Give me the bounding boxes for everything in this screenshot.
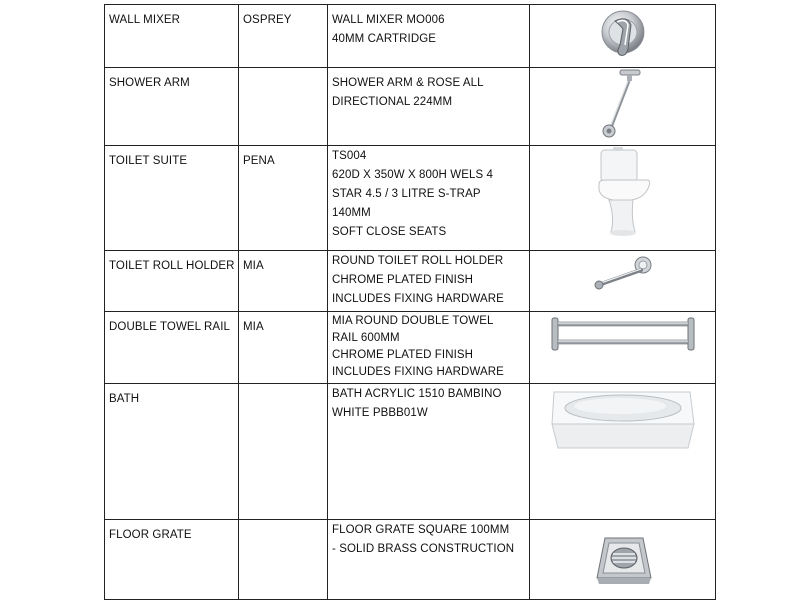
table-row xyxy=(105,520,716,600)
description-line: RAIL 600MM xyxy=(332,332,400,344)
description-line: MIA ROUND DOUBLE TOWEL xyxy=(332,315,494,327)
brand-name: MIA xyxy=(243,321,264,333)
image-cell xyxy=(530,146,716,251)
description-line: TS004 xyxy=(332,150,367,162)
description-line: 140MM xyxy=(332,207,371,219)
image-cell xyxy=(530,5,716,68)
wall-mixer-icon xyxy=(530,5,715,63)
description-line: INCLUDES FIXING HARDWARE xyxy=(332,293,504,305)
item-name: TOILET ROLL HOLDER xyxy=(109,260,235,272)
double-towel-rail-icon xyxy=(530,312,715,358)
image-cell xyxy=(530,520,716,600)
description-cell xyxy=(328,5,530,68)
item-name: DOUBLE TOWEL RAIL xyxy=(109,321,230,333)
item-cell xyxy=(105,5,239,68)
floor-grate-icon xyxy=(530,520,715,586)
image-cell xyxy=(530,312,716,384)
description-line: CHROME PLATED FINISH xyxy=(332,274,474,286)
item-name: FLOOR GRATE xyxy=(109,529,192,541)
table-row xyxy=(105,251,716,312)
brand-cell xyxy=(239,251,328,312)
description-cell xyxy=(328,312,530,384)
brand-cell xyxy=(239,520,328,600)
description-cell xyxy=(328,520,530,600)
description-cell xyxy=(328,384,530,520)
brand-cell xyxy=(239,384,328,520)
item-cell xyxy=(105,312,239,384)
brand-cell xyxy=(239,5,328,68)
item-name: BATH xyxy=(109,393,140,405)
description-line: 620D X 350W X 800H WELS 4 xyxy=(332,169,494,181)
table-row xyxy=(105,146,716,251)
item-cell xyxy=(105,520,239,600)
fixtures-spec-table xyxy=(104,4,716,600)
description-line: CHROME PLATED FINISH xyxy=(332,349,474,361)
brand-name: PENA xyxy=(243,155,275,167)
item-name: TOILET SUITE xyxy=(109,155,188,167)
description-cell xyxy=(328,146,530,251)
brand-cell xyxy=(239,312,328,384)
description-line: WALL MIXER MO006 xyxy=(332,14,445,26)
description-line: SOFT CLOSE SEATS xyxy=(332,226,447,238)
description-cell xyxy=(328,68,530,146)
image-cell xyxy=(530,384,716,520)
brand-cell xyxy=(239,68,328,146)
image-cell xyxy=(530,68,716,146)
description-line: SHOWER ARM & ROSE ALL xyxy=(332,77,484,89)
item-name: WALL MIXER xyxy=(109,14,181,26)
item-cell xyxy=(105,384,239,520)
description-line: FLOOR GRATE SQUARE 100MM xyxy=(332,524,510,536)
table-row xyxy=(105,312,716,384)
bath-icon xyxy=(530,384,715,454)
shower-arm-icon xyxy=(530,68,715,140)
toilet-suite-icon xyxy=(530,146,715,238)
table-row xyxy=(105,5,716,68)
item-name: SHOWER ARM xyxy=(109,77,190,89)
description-line: - SOLID BRASS CONSTRUCTION xyxy=(332,543,515,555)
brand-name: MIA xyxy=(243,260,264,272)
description-line: 40MM CARTRIDGE xyxy=(332,33,437,45)
item-cell xyxy=(105,68,239,146)
description-line: STAR 4.5 / 3 LITRE S-TRAP xyxy=(332,188,481,200)
brand-name: OSPREY xyxy=(243,14,292,26)
image-cell xyxy=(530,251,716,312)
brand-cell xyxy=(239,146,328,251)
item-cell xyxy=(105,146,239,251)
description-line: DIRECTIONAL 224MM xyxy=(332,96,453,108)
table-row xyxy=(105,68,716,146)
description-cell xyxy=(328,251,530,312)
toilet-roll-holder-icon xyxy=(530,251,715,295)
description-line: ROUND TOILET ROLL HOLDER xyxy=(332,255,504,267)
description-line: INCLUDES FIXING HARDWARE xyxy=(332,366,504,378)
description-line: BATH ACRYLIC 1510 BAMBINO xyxy=(332,388,502,400)
item-cell xyxy=(105,251,239,312)
table-row xyxy=(105,384,716,520)
description-line: WHITE PBBB01W xyxy=(332,407,428,419)
